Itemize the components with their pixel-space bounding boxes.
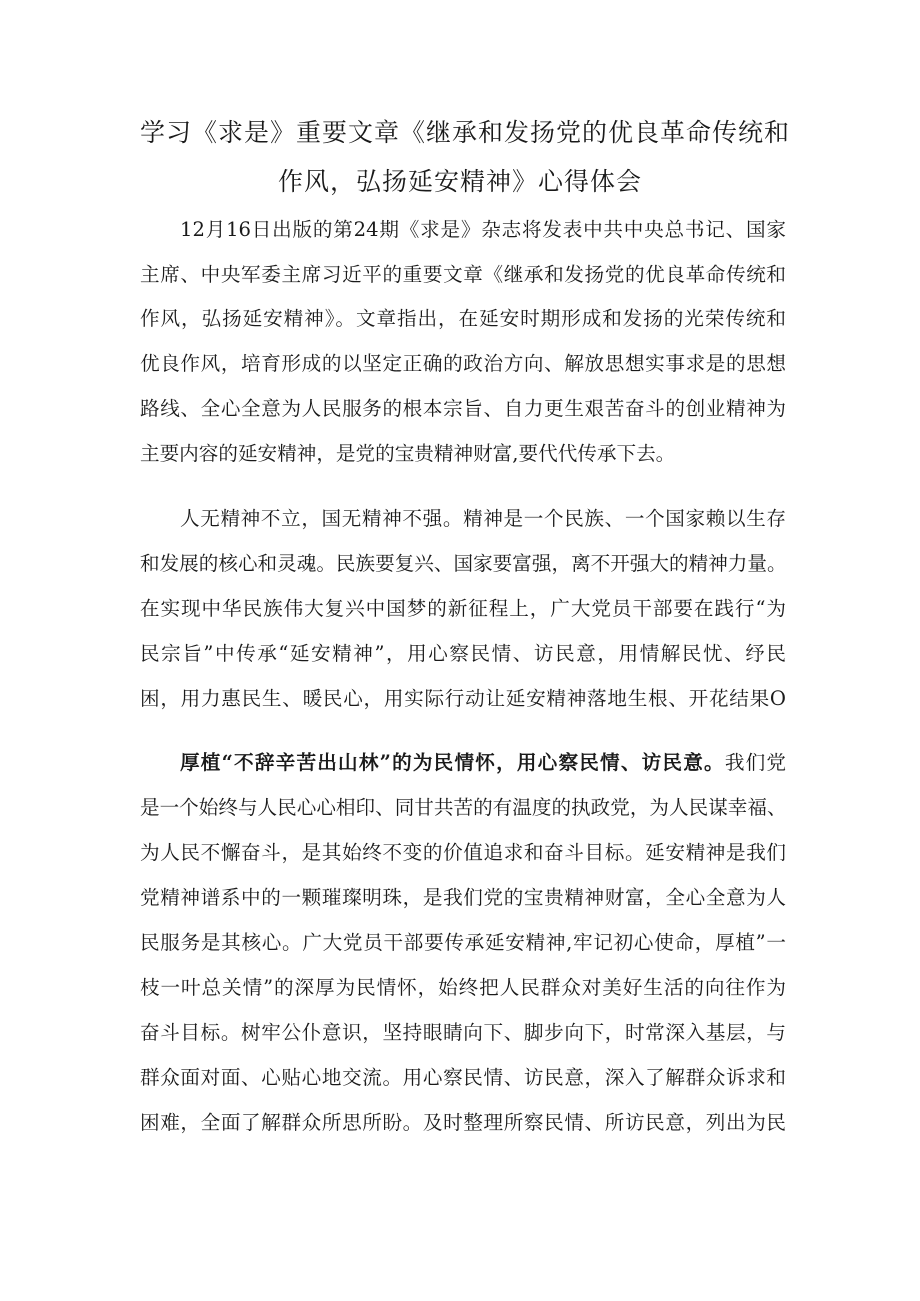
- paragraph-1-line: 12月16日出版的第24期《求是》杂志将发表中共中央总书记、国家: [180, 218, 786, 241]
- paragraph-3-line: 枝一叶总关情”的深厚为民情怀，始终把人民群众对美好生活的向往作为: [140, 976, 786, 999]
- paragraph-3-line: 困难，全面了解群众所思所盼。及时整理所察民情、所访民意，列出为民: [140, 1111, 786, 1134]
- paragraph-1-line: 主席、中央军委主席习近平的重要文章《继承和发扬党的优良革命传统和: [140, 263, 786, 286]
- paragraph-2-line: 困，用力惠民生、暖民心，用实际行动让延安精神落地生根、开花结果O: [140, 687, 786, 710]
- paragraph-3-line: 民服务是其核心。广大党员干部要传承延安精神,牢记初心使命，厚植”一: [140, 931, 786, 954]
- paragraph-2-line: 民宗旨”中传承“延安精神”，用心察民情、访民意，用情解民忧、纾民: [140, 642, 786, 665]
- paragraph-3-first-line: [180, 750, 786, 776]
- paragraph-3-line: 党精神谱系中的一颗璀璨明珠，是我们党的宝贵精神财富，全心全意为人: [140, 886, 786, 909]
- paragraph-1-line: 主要内容的延安精神，是党的宝贵精神财富,要代代传承下去。: [140, 442, 676, 465]
- paragraph-1-line: 路线、全心全意为人民服务的根本宗旨、自力更生艰苦奋斗的创业精神为: [140, 397, 786, 420]
- paragraph-3-line: 群众面对面、心贴心地交流。用心察民情、访民意，深入了解群众诉求和: [140, 1066, 786, 1089]
- paragraph-3-line: 奋斗目标。树牢公仆意识，坚持眼睛向下、脚步向下，时常深入基层，与: [140, 1021, 786, 1044]
- paragraph-2-line: 和发展的核心和灵魂。民族要复兴、国家要富强，离不开强大的精神力量。: [140, 552, 787, 575]
- document-title-line-1: 学习《求是》重要文章《继承和发扬党的优良革命传统和: [140, 118, 791, 147]
- paragraph-3-line: 为人民不懈奋斗，是其始终不变的价值追求和奋斗目标。延安精神是我们: [140, 841, 786, 864]
- paragraph-3-line: 是一个始终与人民心心相印、同甘共苦的有温度的执政党，为人民谋幸福、: [140, 796, 787, 819]
- paragraph-2-line: 在实现中华民族伟大复兴中国梦的新征程上，广大党员干部要在践行“为: [140, 597, 786, 620]
- document-title-line-2: 作风，弘扬延安精神》心得体会: [277, 167, 642, 196]
- paragraph-2-line: 人无精神不立，国无精神不强。精神是一个民族、一个国家赖以生存: [180, 507, 786, 530]
- paragraph-1-line: 作风，弘扬延安精神》。文章指出，在延安时期形成和发扬的光荣传统和: [140, 307, 786, 330]
- paragraph-1-line: 优良作风，培育形成的以坚定正确的政治方向、解放思想实事求是的思想: [140, 352, 786, 375]
- paragraph-3-lead-text: 我们党: [724, 751, 786, 774]
- paragraph-3-heading: 厚植“不辞辛苦出山林”的为民情怀，用心察民情、访民意。: [180, 751, 725, 774]
